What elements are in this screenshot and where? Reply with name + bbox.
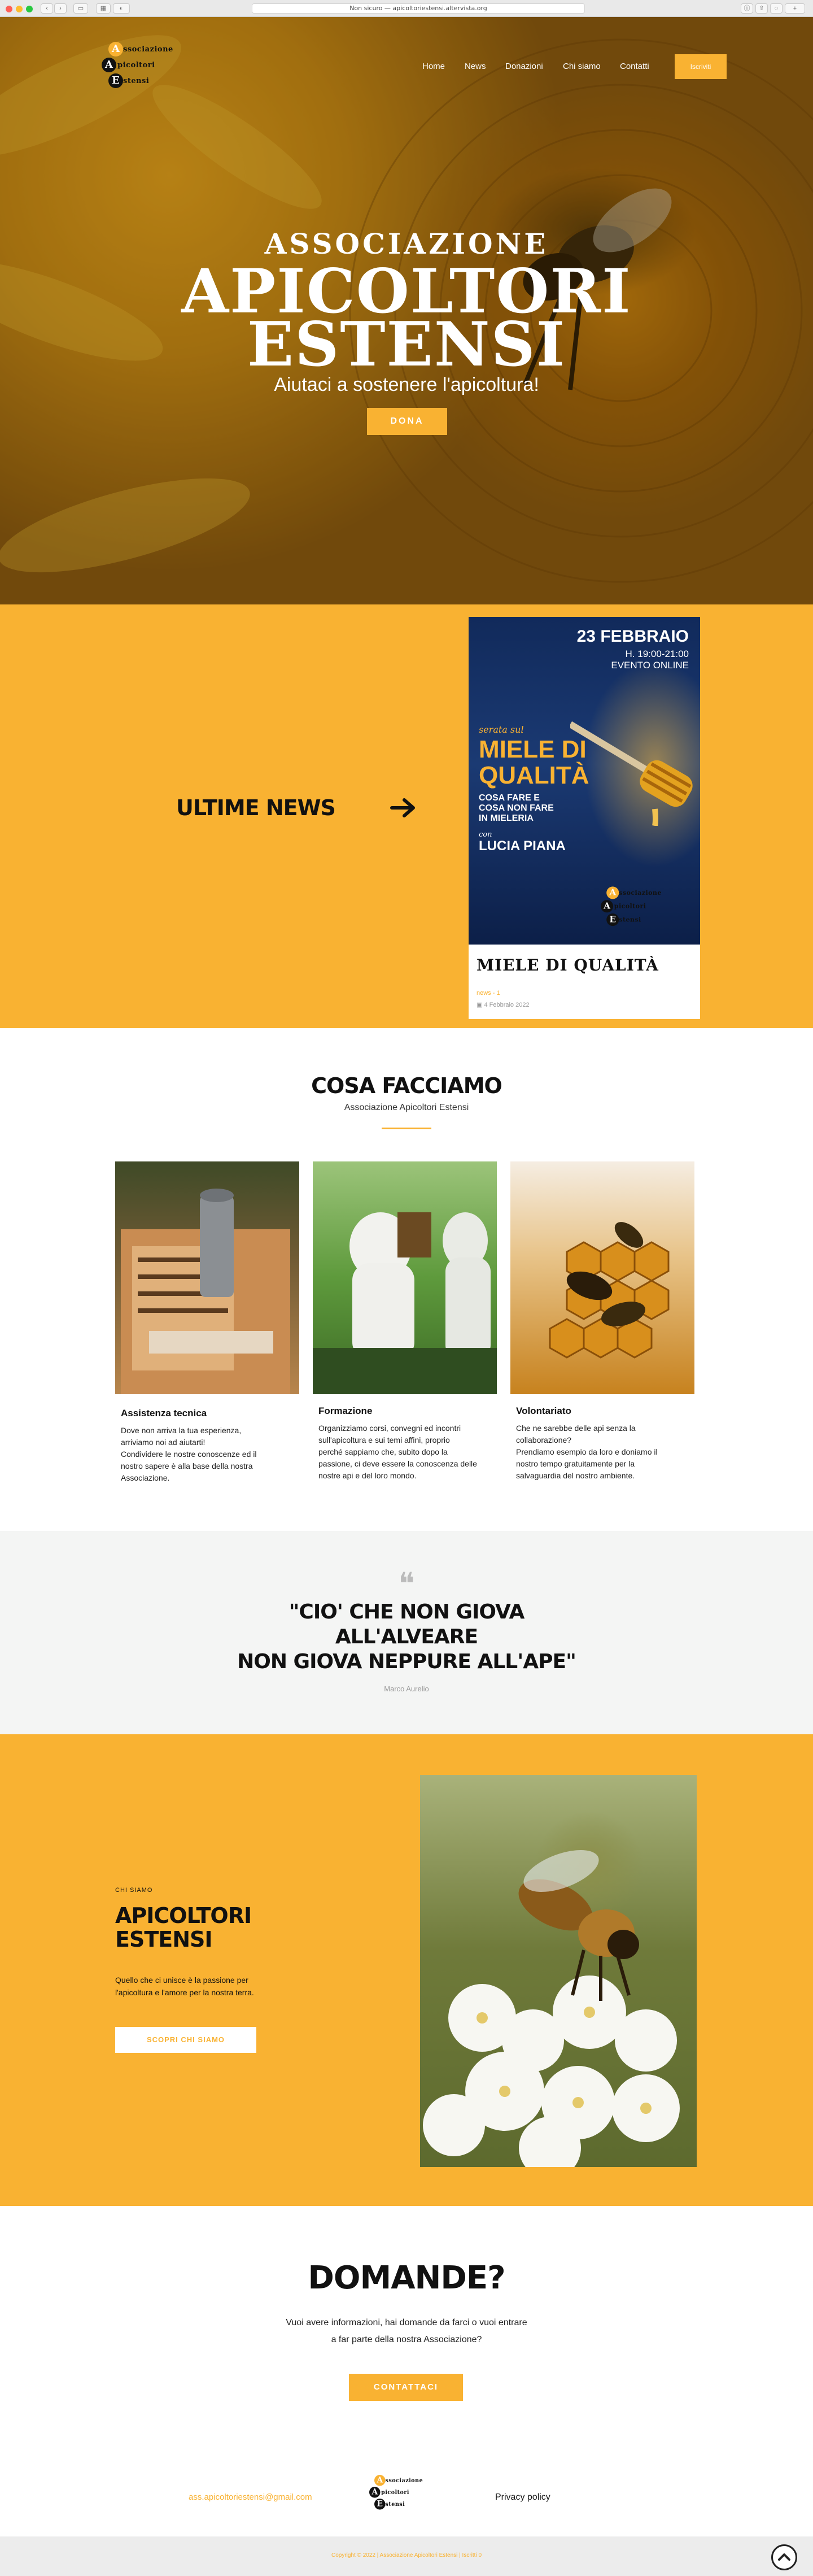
quote-author: Marco Aurelio: [384, 1685, 429, 1693]
browser-toolbar: [0, 0, 813, 17]
service-title-formazione: Formazione: [318, 1406, 373, 1416]
beekeepers-image: [313, 1161, 497, 1394]
nav-item-donazioni[interactable]: Donazioni: [505, 62, 543, 71]
service-title-assistenza: Assistenza tecnica: [121, 1408, 207, 1418]
nav-item-contatti[interactable]: Contatti: [620, 62, 649, 71]
info-icon[interactable]: ⓘ: [741, 3, 753, 14]
chevron-up-icon: [773, 2546, 795, 2569]
logo-word-3: stensi: [123, 77, 150, 85]
service-text-line: Che ne sarebbe delle api senza la: [516, 1424, 636, 1433]
logo-word-1: ssociazione: [123, 45, 173, 54]
logo-letter-3: E: [108, 73, 123, 88]
tabs-overview-icon[interactable]: ▦: [96, 3, 111, 14]
footer-logo-letter-3: E: [374, 2499, 386, 2510]
logo-letter-1: A: [108, 42, 123, 56]
service-text-line: passione, ci deve essere la conoscenza delle: [318, 1459, 477, 1468]
about-text: [115, 1974, 285, 1999]
quote-section: [0, 1531, 813, 1734]
poster-body-line-3: IN MIELERIA: [479, 813, 534, 823]
site-logo[interactable]: [102, 40, 186, 90]
news-card-image[interactable]: [469, 617, 700, 945]
poster-logo-letter-3: E: [606, 913, 619, 926]
news-card-title[interactable]: MIELE DI QUALITÀ: [477, 956, 659, 974]
poster-body: [479, 793, 554, 824]
poster-with: con: [479, 830, 492, 839]
questions-text-line-1: Vuoi avere informazioni, hai domande da farci o vuoi entrare: [286, 2318, 527, 2327]
quote-line-2: ALL'ALVEARE: [335, 1625, 478, 1648]
quote-text: [0, 1600, 813, 1674]
quote-mark-icon: ❝: [398, 1566, 415, 1602]
poster-speaker: LUCIA PIANA: [479, 838, 566, 854]
photo-formazione: [313, 1161, 497, 1394]
quote-line-3: NON GIOVA NEPPURE ALL'APE": [237, 1650, 576, 1673]
footer-logo-word-1: ssociazione: [385, 2477, 423, 2484]
back-icon[interactable]: ‹: [41, 3, 53, 14]
logo-letter-2: A: [102, 58, 116, 72]
poster-logo-letter-1: A: [606, 886, 619, 899]
service-text-formazione: [318, 1422, 488, 1482]
about-title-line-1: APICOLTORI: [115, 1903, 252, 1928]
photo-assistenza: [115, 1161, 299, 1394]
donate-button[interactable]: DONA: [367, 408, 447, 435]
nav-item-home[interactable]: Home: [422, 62, 445, 71]
service-text-line: collaborazione?: [516, 1435, 572, 1444]
about-text-line-2: l'apicoltura e l'amore per la nostra terra.: [115, 1988, 254, 1997]
nav-item-news[interactable]: News: [465, 62, 486, 71]
service-text-line: Prendiamo esempio da loro e doniamo il: [516, 1447, 658, 1456]
poster-headline-line-2: QUALITÀ: [479, 762, 589, 789]
footer-bottom-bar: [0, 2536, 813, 2576]
logo-word-2: picoltori: [117, 61, 155, 69]
poster-body-line-2: COSA NON FARE: [479, 803, 554, 813]
bee-on-flowers-photo: [420, 1775, 697, 2167]
poster-headline-line-1: MIELE DI: [479, 736, 587, 763]
poster-event: EVENTO ONLINE: [611, 660, 689, 671]
footer-logo-letter-1: A: [374, 2475, 386, 2486]
service-text-line: nostro sapere è alla base della nostra: [121, 1461, 253, 1470]
news-card-category[interactable]: news - 1: [477, 990, 500, 997]
contact-button[interactable]: CONTATTACI: [349, 2374, 463, 2401]
services-heading: COSA FACCIAMO: [311, 1073, 502, 1098]
poster-body-line-1: COSA FARE E: [479, 793, 540, 803]
poster-logo-word-3: stensi: [619, 916, 641, 924]
hero-kicker: ASSOCIAZIONE: [264, 227, 549, 260]
bee-flowers-image: [420, 1775, 697, 2167]
scroll-to-top-button[interactable]: [771, 2544, 797, 2570]
service-text-line: Organizziamo corsi, convegni ed incontri: [318, 1424, 461, 1433]
poster-date: 23 FEBBRAIO: [576, 627, 689, 646]
service-text-line: salvaguardia del nostro ambiente.: [516, 1471, 635, 1480]
footer-email-link[interactable]: ass.apicoltoriestensi@gmail.com: [189, 2492, 312, 2502]
close-window-icon[interactable]: [6, 6, 12, 12]
forward-icon[interactable]: ›: [54, 3, 67, 14]
poster-logo-letter-2: A: [601, 900, 613, 912]
questions-text: [0, 2314, 813, 2348]
photo-volontariato: [510, 1161, 694, 1394]
services-separator: [382, 1128, 431, 1129]
questions-text-line-2: a far parte della nostra Associazione?: [331, 2335, 482, 2344]
beehive-smoker-image: [115, 1161, 299, 1394]
footer-logo-word-2: picoltori: [381, 2489, 409, 2496]
about-kicker: CHI SIAMO: [115, 1887, 153, 1894]
about-title-line-2: ESTENSI: [115, 1927, 212, 1952]
service-text-line: nostre api e del loro mondo.: [318, 1471, 417, 1480]
about-button[interactable]: SCOPRI CHI SIAMO: [115, 2027, 256, 2053]
new-tab-icon[interactable]: +: [785, 3, 805, 14]
service-text-assistenza: [121, 1425, 290, 1484]
questions-heading: DOMANDE?: [308, 2260, 505, 2296]
poster-logo: [601, 885, 673, 928]
copyright-text: Copyright © 2022 | Associazione Apicoltori Estensi | Iscritti 0: [331, 2552, 482, 2558]
arrow-right-icon[interactable]: [390, 795, 418, 820]
service-text-line: nostro tempo gratuitamente per la: [516, 1459, 635, 1468]
reading-list-icon[interactable]: ◌: [770, 3, 783, 14]
address-bar[interactable]: Non sicuro — apicoltoriestensi.altervista.org: [252, 3, 585, 14]
hero-title-line-2: ESTENSI: [247, 309, 566, 380]
service-text-line: Dove non arriva la tua esperienza,: [121, 1426, 242, 1435]
poster-script: serata sul: [479, 724, 524, 735]
extensions-icon[interactable]: ◐: [113, 3, 130, 14]
about-section: [0, 1734, 813, 2206]
calendar-icon: ▣: [477, 1002, 484, 1008]
service-text-line: Associazione.: [121, 1473, 170, 1482]
quote-line-1: "CIO' CHE NON GIOVA: [289, 1600, 524, 1624]
footer-logo-letter-2: A: [369, 2487, 381, 2498]
poster-hours: H. 19:00-21:00: [625, 649, 689, 659]
minimize-window-icon[interactable]: [16, 6, 23, 12]
news-card-date-text: 4 Febbraio 2022: [484, 1002, 530, 1008]
share-icon[interactable]: ⇧: [755, 3, 768, 14]
zoom-window-icon[interactable]: [26, 6, 33, 12]
services-subtitle: Associazione Apicoltori Estensi: [344, 1103, 469, 1112]
honey-dipper-illustration: [570, 713, 700, 826]
hero-section: [0, 17, 813, 604]
service-text-line: arriviamo noi ad aiutarti!: [121, 1438, 206, 1447]
service-text-volontariato: [516, 1422, 685, 1482]
subscribe-button[interactable]: Iscriviti: [675, 54, 727, 79]
poster-logo-word-2: picoltori: [614, 903, 646, 911]
hero-title-line-1: APICOLTORI: [181, 256, 632, 327]
sidebar-icon[interactable]: ▭: [73, 3, 88, 14]
news-heading: ULTIME NEWS: [176, 795, 335, 820]
hero-subtitle: Aiutaci a sostenere l'apicoltura!: [274, 374, 539, 395]
service-text-line: perché sappiamo che, subito dopo la: [318, 1447, 448, 1456]
nav-item-chi-siamo[interactable]: Chi siamo: [563, 62, 601, 71]
about-title: [115, 1904, 251, 1951]
bee-honeycomb-image: [510, 1161, 694, 1394]
news-card[interactable]: [469, 617, 700, 1019]
footer-logo-word-3: stensi: [385, 2501, 405, 2508]
footer-logo[interactable]: [369, 2473, 433, 2512]
service-title-volontariato: Volontariato: [516, 1406, 571, 1416]
poster-logo-word-1: ssociazione: [619, 889, 662, 897]
news-card-date: [477, 1001, 530, 1008]
poster-headline: [479, 737, 589, 789]
news-section: [0, 604, 813, 1028]
about-text-line-1: Quello che ci unisce è la passione per: [115, 1975, 248, 1985]
poster-time: [611, 649, 689, 671]
service-text-line: sull'apicoltura e sui temi affini, proprio: [318, 1435, 450, 1444]
service-text-line: Condividere le nostre conoscenze ed il: [121, 1450, 257, 1459]
privacy-policy-link[interactable]: Privacy policy: [495, 2492, 550, 2502]
